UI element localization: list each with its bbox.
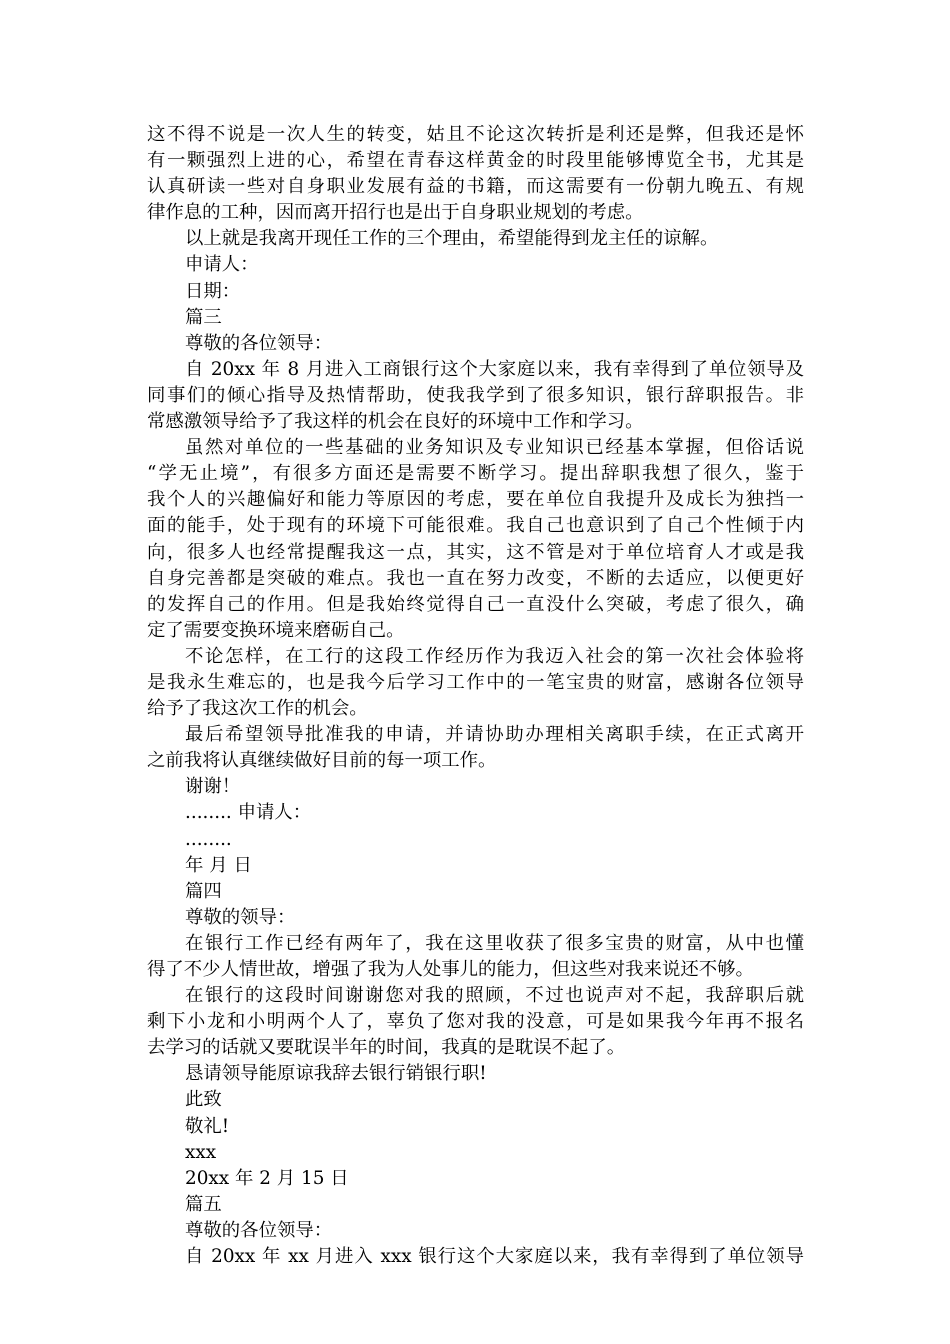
closing-line: 此致 <box>185 1089 222 1111</box>
text-line: 自 20xx 年 xx 月进入 xxx 银行这个大家庭以来，我有幸得到了单位领导 <box>185 1246 804 1268</box>
text-line: 我个人的兴趣偏好和能力等原因的考虑，要在单位自我提升及成长为独挡一 <box>147 489 804 511</box>
paragraph <box>147 983 804 1061</box>
text-line: 剩下小龙和小明两个人了，辜负了您对我的没意，可是如果我今年再不报名 <box>147 1011 804 1033</box>
closing-line: 敬礼! <box>185 1115 230 1137</box>
text-line: 律作息的工种，因而离开招行也是出于自身职业规划的考虑。 <box>147 202 644 224</box>
text-line: 不论怎样，在工行的这段工作经历作为我迈入社会的第一次社会体验将 <box>185 645 804 667</box>
paragraph <box>147 122 804 226</box>
text-line: 虽然对单位的一些基础的业务知识及专业知识已经基本掌握，但俗话说 <box>185 437 804 459</box>
paragraph: 恳请领导能原谅我辞去银行销银行职! <box>185 1063 487 1085</box>
text-line: 在银行工作已经有两年了，我在这里收获了很多宝贵的财富，从中也懂 <box>185 932 804 954</box>
paragraph <box>147 357 804 435</box>
text-line: 定了需要变换环境来磨砺自己。 <box>147 619 405 641</box>
date-placeholder: 年 月 日 <box>185 854 252 876</box>
text-line: “学无止境”，有很多方面还是需要不断学习。提出辞职我想了很久，鉴于 <box>147 463 804 485</box>
section-heading: 篇五 <box>185 1193 222 1215</box>
date-label: 日期： <box>185 280 241 302</box>
text-line: 去学习的话就又要耽误半年的时间，我真的是耽误不起了。 <box>147 1037 626 1059</box>
section-heading: 篇三 <box>185 306 222 328</box>
paragraph <box>147 644 804 722</box>
text-line: 最后希望领导批准我的申请，并请协助办理相关离职手续，在正式离开 <box>185 724 804 746</box>
signature-date: 20xx 年 2 月 15 日 <box>185 1167 349 1189</box>
text-line: 在银行的这段时间谢谢您对我的照顾，不过也说声对不起，我辞职后就 <box>185 985 804 1007</box>
text-line: 同事们的倾心指导及热情帮助，使我我学到了很多知识，银行辞职报告。非 <box>147 384 804 406</box>
paragraph <box>147 722 804 774</box>
applicant-label: 申请人： <box>185 254 259 276</box>
section-heading: 篇四 <box>185 880 222 902</box>
paragraph: 以上就是我离开现任工作的三个理由，希望能得到龙主任的谅解。 <box>185 228 719 250</box>
paragraph <box>147 931 804 983</box>
text-line: 向，很多人也经常提醒我这一点，其实，这不管是对于单位培育人才或是我 <box>147 541 804 563</box>
text-line: 有一颗强烈上进的心，希望在青春这样黄金的时段里能够博览全书，尤其是 <box>147 150 804 172</box>
text-line: 之前我将认真继续做好目前的每一项工作。 <box>147 750 497 772</box>
text-line: 自 20xx 年 8 月进入工商银行这个大家庭以来，我有幸得到了单位领导及 <box>185 358 804 380</box>
salutation: 尊敬的各位领导： <box>185 1219 333 1241</box>
text-line: 的发挥自己的作用。但是我始终觉得自己一直没什么突破，考虑了很久，确 <box>147 593 804 615</box>
text-line: 认真研读一些对自身职业发展有益的书籍，而这需要有一份朝九晚五、有规 <box>147 176 804 198</box>
signature-name: xxx <box>185 1141 217 1163</box>
text-line: 是我永生难忘的，也是我今后学习工作中的一笔宝贵的财富，感谢各位领导 <box>147 671 804 693</box>
text-line: 这不得不说是一次人生的转变，姑且不论这次转折是利还是弊，但我还是怀 <box>147 124 804 145</box>
text-line: 面的能手，处于现有的环境下可能很难。我自己也意识到了自己个性倾于内 <box>147 515 804 537</box>
applicant-label: ........ 申请人： <box>185 802 312 824</box>
document-body <box>147 122 804 1270</box>
thanks-line: 谢谢！ <box>185 776 241 798</box>
dotted-line: ........ <box>185 828 232 850</box>
paragraph <box>147 435 804 644</box>
text-line: 自身完善都是突破的难点。我也一直在努力改变，不断的去适应，以便更好 <box>147 567 804 589</box>
text-line: 给予了我这次工作的机会。 <box>147 698 368 720</box>
salutation: 尊敬的各位领导： <box>185 332 333 354</box>
salutation: 尊敬的领导： <box>185 906 296 928</box>
text-line: 常感激领导给予了我这样的机会在良好的环境中工作和学习。 <box>147 411 644 433</box>
text-line: 得了不少人情世故，增强了我为人处事儿的能力，但这些对我来说还不够。 <box>147 959 754 980</box>
